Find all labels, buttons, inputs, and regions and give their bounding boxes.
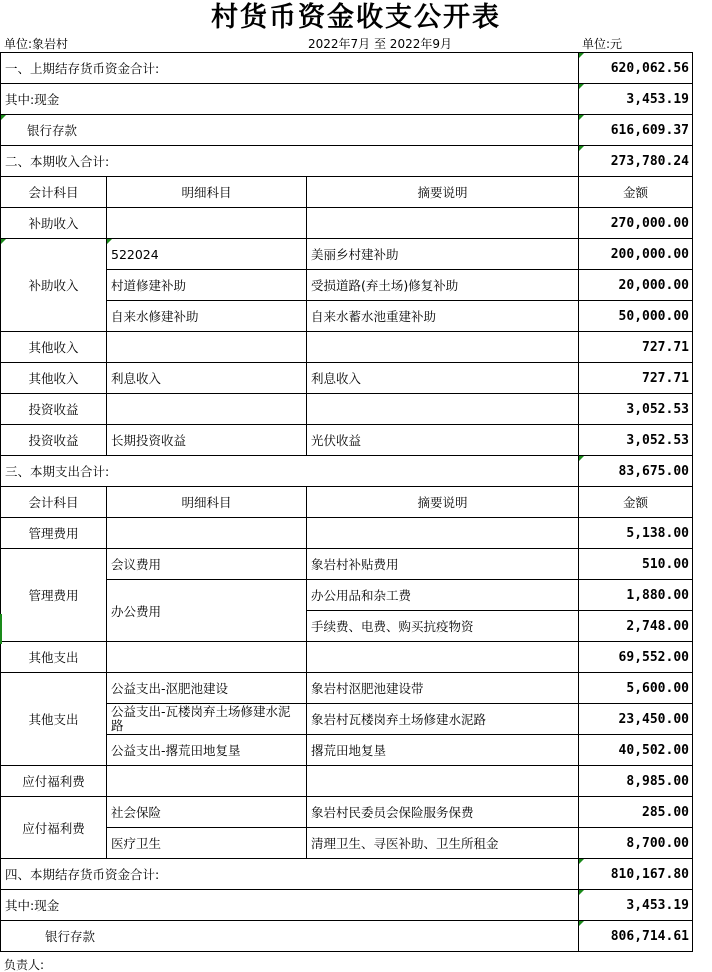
- amount-cell: 5,600.00: [579, 673, 693, 704]
- prev-total-row: [1, 53, 693, 84]
- detail-cell: 522024: [107, 239, 307, 270]
- detail-cell: 公益支出-沤肥池建设: [107, 673, 307, 704]
- account-cell: 其他支出: [1, 642, 107, 673]
- unit-label: 单位:象岩村: [4, 37, 69, 51]
- end-total-amount: 810,167.80: [579, 859, 693, 890]
- account-cell: 管理费用: [1, 518, 107, 549]
- summary-cell: 撂荒田地复垦: [307, 735, 579, 766]
- summary-cell: [307, 642, 579, 673]
- prev-cash-label: 其中:现金: [1, 84, 579, 115]
- table-row: [1, 642, 693, 673]
- prev-bank-label: 银行存款: [1, 115, 579, 146]
- account-cell: 应付福利费: [1, 766, 107, 797]
- amount-cell: 3,052.53: [579, 394, 693, 425]
- prev-total-amount: 620,062.56: [579, 53, 693, 84]
- detail-cell: [107, 208, 307, 239]
- summary-cell: 办公用品和杂工费: [307, 580, 579, 611]
- summary-cell: 象岩村补贴费用: [307, 549, 579, 580]
- income-total-label: 二、本期收入合计:: [1, 146, 579, 177]
- detail-cell: [107, 766, 307, 797]
- summary-cell: 象岩村民委员会保险服务保费: [307, 797, 579, 828]
- account-cell: 应付福利费: [1, 797, 107, 859]
- table-row: [1, 425, 693, 456]
- summary-cell: 光伏收益: [307, 425, 579, 456]
- detail-cell: 医疗卫生: [107, 828, 307, 859]
- table-row: [1, 239, 693, 270]
- expense-total-row: [1, 456, 693, 487]
- amount-cell: 727.71: [579, 332, 693, 363]
- summary-cell: 受损道路(弃土场)修复补助: [307, 270, 579, 301]
- detail-cell: 会议费用: [107, 549, 307, 580]
- account-cell: 其他收入: [1, 332, 107, 363]
- account-cell: 补助收入: [1, 208, 107, 239]
- summary-cell: 象岩村瓦楼岗弃土场修建水泥路: [307, 704, 579, 735]
- detail-cell: 利息收入: [107, 363, 307, 394]
- amount-cell: 40,502.00: [579, 735, 693, 766]
- amount-cell: 2,748.00: [579, 611, 693, 642]
- header-detail: 明细科目: [107, 487, 307, 518]
- prev-bank-amount: 616,609.37: [579, 115, 693, 146]
- selection-edge-marker: [0, 614, 2, 644]
- account-cell: 补助收入: [1, 239, 107, 332]
- ledger-table: [0, 52, 693, 952]
- page-title: 村货币资金收支公开表: [211, 2, 501, 33]
- end-bank-label: 银行存款: [1, 921, 579, 952]
- table-row: [1, 797, 693, 828]
- amount-cell: 1,880.00: [579, 580, 693, 611]
- table-row: [1, 332, 693, 363]
- prev-cash-row: [1, 84, 693, 115]
- footer-signature-label: 负责人:: [4, 958, 45, 972]
- table-row: [1, 394, 693, 425]
- account-cell: 投资收益: [1, 425, 107, 456]
- summary-cell: 美丽乡村建补助: [307, 239, 579, 270]
- amount-cell: 8,700.00: [579, 828, 693, 859]
- account-cell: 投资收益: [1, 394, 107, 425]
- amount-cell: 8,985.00: [579, 766, 693, 797]
- detail-cell: [107, 518, 307, 549]
- table-row: [1, 549, 693, 580]
- amount-cell: 5,138.00: [579, 518, 693, 549]
- account-cell: 其他收入: [1, 363, 107, 394]
- header-account: 会计科目: [1, 487, 107, 518]
- account-cell: 其他支出: [1, 673, 107, 766]
- table-row: [1, 208, 693, 239]
- income-total-amount: 273,780.24: [579, 146, 693, 177]
- detail-cell: 长期投资收益: [107, 425, 307, 456]
- header-account: 会计科目: [1, 177, 107, 208]
- detail-cell: 办公费用: [107, 580, 307, 642]
- income-total-row: [1, 146, 693, 177]
- prev-total-label: 一、上期结存货币资金合计:: [1, 53, 579, 84]
- currency-unit-label: 单位:元: [582, 37, 623, 51]
- detail-cell: 自来水修建补助: [107, 301, 307, 332]
- summary-cell: 象岩村沤肥池建设带: [307, 673, 579, 704]
- expense-header-row: [1, 487, 693, 518]
- summary-cell: [307, 766, 579, 797]
- end-bank-row: [1, 921, 693, 952]
- detail-cell: [107, 642, 307, 673]
- table-row: [1, 766, 693, 797]
- end-bank-amount: 806,714.61: [579, 921, 693, 952]
- detail-cell: 公益支出-撂荒田地复垦: [107, 735, 307, 766]
- amount-cell: 727.71: [579, 363, 693, 394]
- amount-cell: 510.00: [579, 549, 693, 580]
- header-amount: 金额: [579, 177, 693, 208]
- amount-cell: 20,000.00: [579, 270, 693, 301]
- end-cash-row: [1, 890, 693, 921]
- header-detail: 明细科目: [107, 177, 307, 208]
- end-cash-label: 其中:现金: [1, 890, 579, 921]
- table-row: [1, 673, 693, 704]
- header-summary: 摘要说明: [307, 487, 579, 518]
- detail-cell: 公益支出-瓦楼岗弃土场修建水泥路: [107, 704, 307, 735]
- prev-cash-amount: 3,453.19: [579, 84, 693, 115]
- summary-cell: 自来水蓄水池重建补助: [307, 301, 579, 332]
- summary-cell: [307, 208, 579, 239]
- amount-cell: 200,000.00: [579, 239, 693, 270]
- amount-cell: 3,052.53: [579, 425, 693, 456]
- summary-cell: 清理卫生、寻医补助、卫生所租金: [307, 828, 579, 859]
- detail-cell: [107, 332, 307, 363]
- account-cell: 管理费用: [1, 549, 107, 642]
- amount-cell: 69,552.00: [579, 642, 693, 673]
- header-summary: 摘要说明: [307, 177, 579, 208]
- end-cash-amount: 3,453.19: [579, 890, 693, 921]
- table-row: [1, 518, 693, 549]
- amount-cell: 270,000.00: [579, 208, 693, 239]
- summary-cell: [307, 394, 579, 425]
- header-amount: 金额: [579, 487, 693, 518]
- end-total-label: 四、本期结存货币资金合计:: [1, 859, 579, 890]
- prev-bank-row: [1, 115, 693, 146]
- amount-cell: 50,000.00: [579, 301, 693, 332]
- amount-cell: 285.00: [579, 797, 693, 828]
- summary-cell: 手续费、电费、购买抗疫物资: [307, 611, 579, 642]
- income-header-row: [1, 177, 693, 208]
- summary-cell: 利息收入: [307, 363, 579, 394]
- end-total-row: [1, 859, 693, 890]
- summary-cell: [307, 518, 579, 549]
- expense-total-amount: 83,675.00: [579, 456, 693, 487]
- detail-cell: [107, 394, 307, 425]
- amount-cell: 23,450.00: [579, 704, 693, 735]
- detail-cell: 社会保险: [107, 797, 307, 828]
- expense-total-label: 三、本期支出合计:: [1, 456, 579, 487]
- summary-cell: [307, 332, 579, 363]
- table-row: [1, 363, 693, 394]
- detail-cell: 村道修建补助: [107, 270, 307, 301]
- period-label: 2022年7月 至 2022年9月: [308, 37, 452, 51]
